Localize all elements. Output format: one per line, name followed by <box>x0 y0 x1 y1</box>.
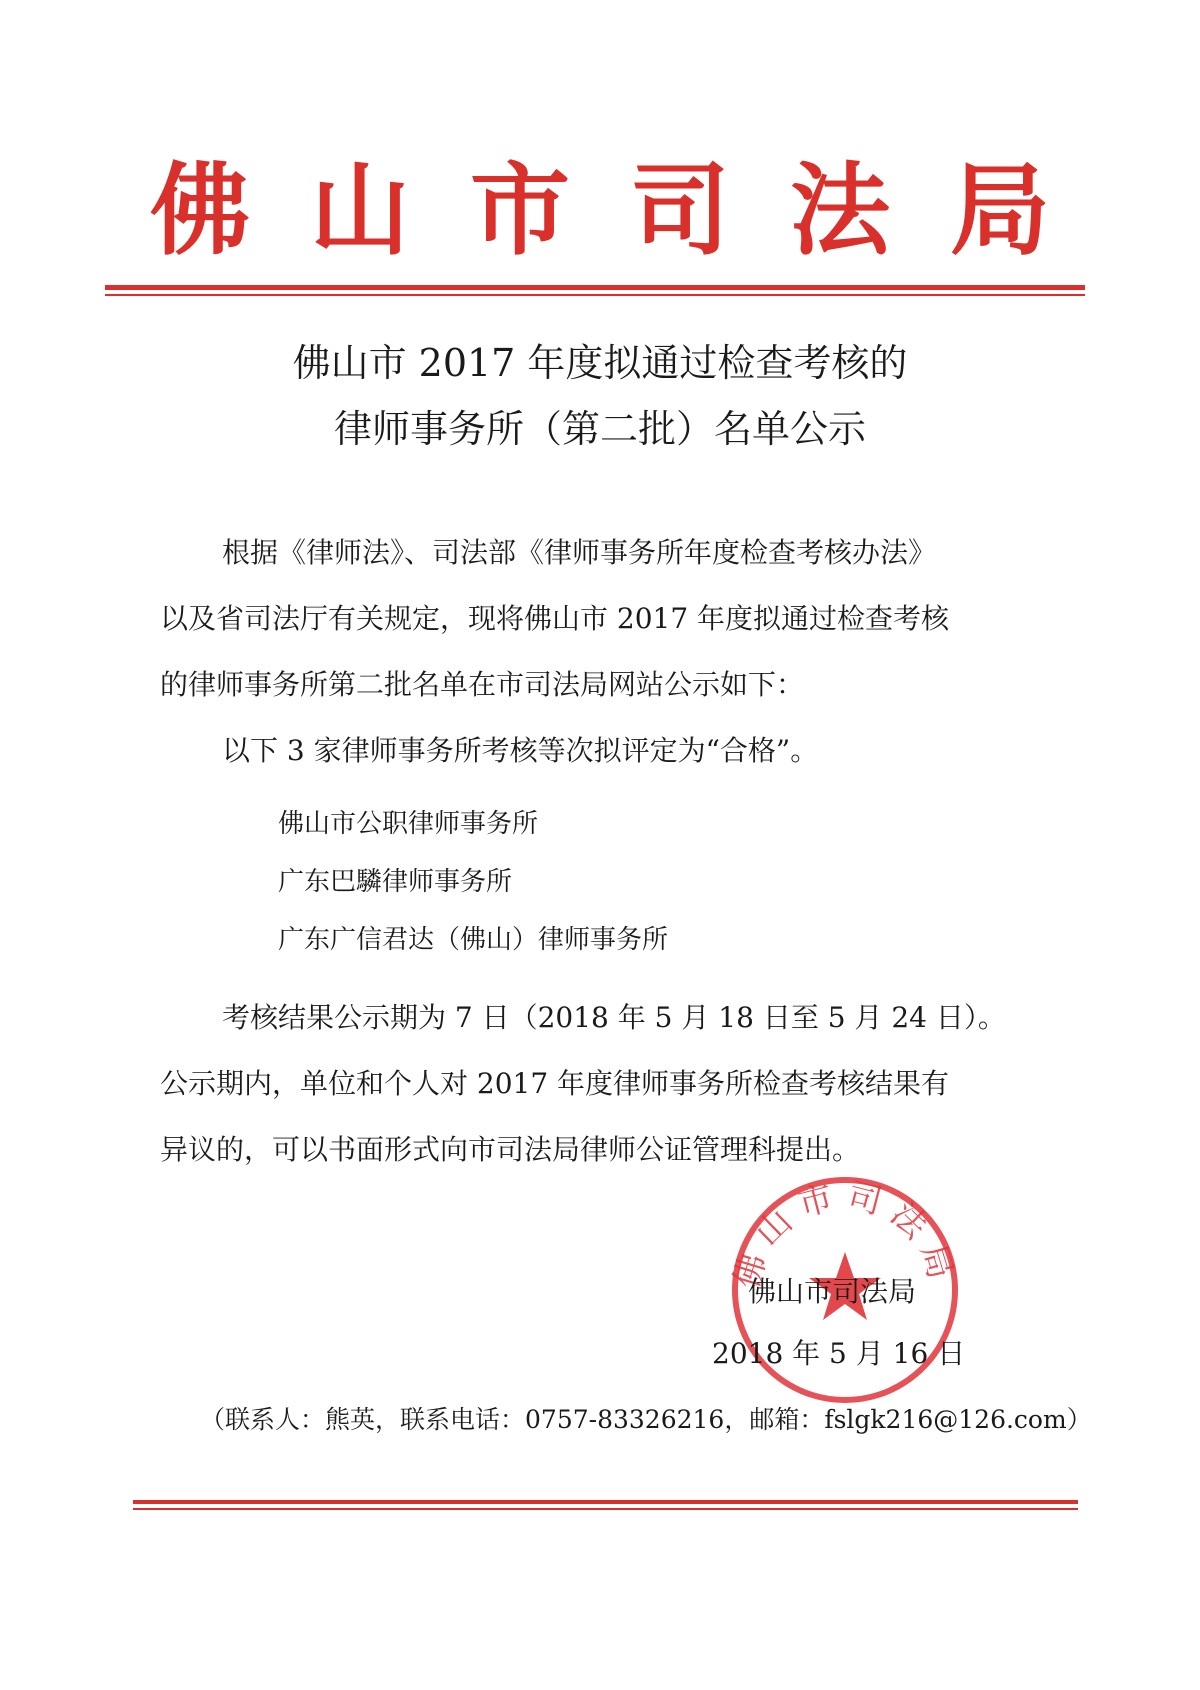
document-title <box>150 330 1050 462</box>
letterhead-char: 市 <box>470 151 570 269</box>
footer-rule-thick <box>133 1500 1078 1504</box>
letterhead-char: 山 <box>310 151 410 269</box>
letterhead-char: 司 <box>630 151 730 269</box>
paragraph-period <box>160 985 1060 1183</box>
seal-text: 佛山市司法局 <box>726 1175 964 1294</box>
paragraph-basis <box>160 520 1060 718</box>
paragraph-line: 根据《律师法》、司法部《律师事务所年度检查考核办法》 <box>222 536 937 569</box>
paragraph-rating <box>160 718 1060 784</box>
contact-info: （联系人：熊英，联系电话：0757-83326216，邮箱：fslgk216@126.com） <box>200 1405 1092 1434</box>
paragraph-line: 考核结果公示期为 7 日（2018 年 5 月 18 日至 5 月 24 日）。 <box>222 1001 1006 1034</box>
list-item: 广东广信君达（佛山）律师事务所 <box>278 925 669 955</box>
paragraph-line: 以下 3 家律师事务所考核等次拟评定为“合格”。 <box>222 734 819 767</box>
list-item: 广东巴驎律师事务所 <box>278 867 513 897</box>
letterhead-rule-thin <box>105 294 1085 296</box>
paragraph-line: 公示期内，单位和个人对 2017 年度律师事务所检查考核结果有 <box>160 1067 950 1100</box>
paragraph-line: 以及省司法厅有关规定，现将佛山市 2017 年度拟通过检查考核 <box>160 602 950 635</box>
footer-rule-thin <box>133 1508 1078 1510</box>
title-line-1: 佛山市 2017 年度拟通过检查考核的 <box>292 341 908 385</box>
firm-list <box>278 795 668 969</box>
letterhead-char: 法 <box>790 151 890 269</box>
paragraph-line: 的律师事务所第二批名单在市司法局网站公示如下： <box>160 668 805 701</box>
letterhead-char: 佛 <box>150 151 250 269</box>
letterhead-char: 局 <box>950 151 1050 269</box>
letterhead-rule-thick <box>105 285 1085 290</box>
paragraph-line: 异议的，可以书面形式向市司法局律师公证管理科提出。 <box>160 1133 861 1166</box>
signature-date: 2018 年 5 月 16 日 <box>712 1337 966 1370</box>
letterhead <box>150 150 1050 270</box>
list-item: 佛山市公职律师事务所 <box>278 809 539 839</box>
title-line-2: 律师事务所（第二批）名单公示 <box>333 407 866 451</box>
signature-org: 佛山市司法局 <box>748 1275 917 1308</box>
